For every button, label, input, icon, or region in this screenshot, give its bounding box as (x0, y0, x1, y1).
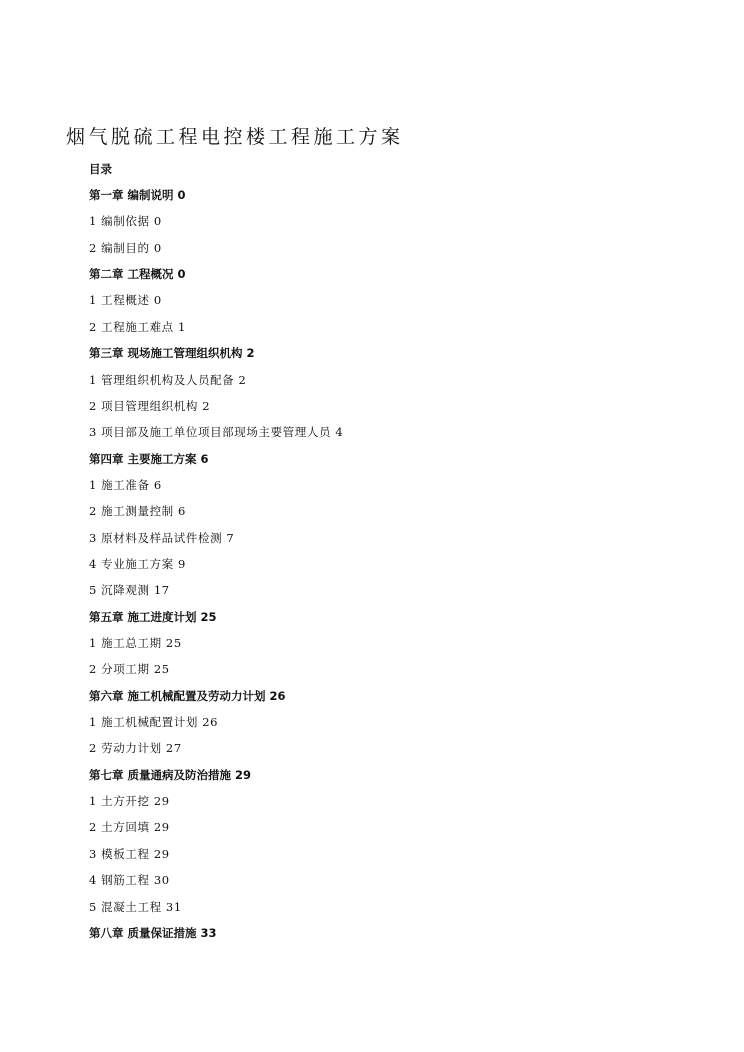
toc-entry: 4 钢筋工程 30 (89, 873, 170, 888)
toc-entry: 1 工程概述 0 (89, 293, 162, 308)
toc-entry: 2 工程施工难点 1 (89, 319, 186, 334)
toc-entry: 1 土方开挖 29 (89, 794, 170, 809)
toc-entry: 1 施工准备 6 (89, 477, 162, 492)
toc-entry: 5 沉降观测 17 (89, 583, 170, 598)
toc-entry: 3 项目部及施工单位项目部现场主要管理人员 4 (89, 425, 344, 440)
toc-chapter-heading: 第六章 施工机械配置及劳动力计划 26 (89, 688, 286, 703)
toc-entry: 3 模板工程 29 (89, 846, 170, 861)
toc-chapter-heading: 第二章 工程概况 0 (89, 267, 186, 282)
toc-entry: 1 施工机械配置计划 26 (89, 715, 219, 729)
toc-chapter-heading: 第八章 质量保证措施 33 (89, 925, 217, 940)
toc-entry: 3 原材料及样品试件检测 7 (89, 530, 235, 545)
toc-entry: 4 专业施工方案 9 (89, 556, 186, 571)
toc-entry: 2 编制目的 0 (89, 240, 162, 255)
toc-entry: 1 编制依据 0 (89, 214, 162, 229)
toc-entry: 2 项目管理组织机构 2 (89, 398, 211, 413)
toc-entry: 1 管理组织机构及人员配备 2 (89, 372, 247, 387)
toc-chapter-heading: 第四章 主要施工方案 6 (89, 451, 209, 466)
toc-chapter-heading: 第三章 现场施工管理组织机构 2 (89, 346, 255, 361)
toc-label: 目录 (89, 162, 112, 176)
toc-chapter-heading: 第五章 施工进度计划 25 (89, 609, 217, 624)
toc-chapter-heading: 第一章 编制说明 0 (89, 188, 186, 202)
toc-entry: 2 土方回填 29 (89, 820, 170, 835)
toc-entry: 2 劳动力计划 27 (89, 741, 182, 756)
toc-chapter-heading: 第七章 质量通病及防治措施 29 (89, 767, 252, 782)
document-title: 烟气脱硫工程电控楼工程施工方案 (66, 126, 404, 148)
toc-entry: 2 分项工期 25 (89, 662, 170, 677)
toc-entry: 2 施工测量控制 6 (89, 504, 186, 519)
toc-entry: 1 施工总工期 25 (89, 636, 182, 650)
toc-entry: 5 混凝土工程 31 (89, 899, 182, 914)
